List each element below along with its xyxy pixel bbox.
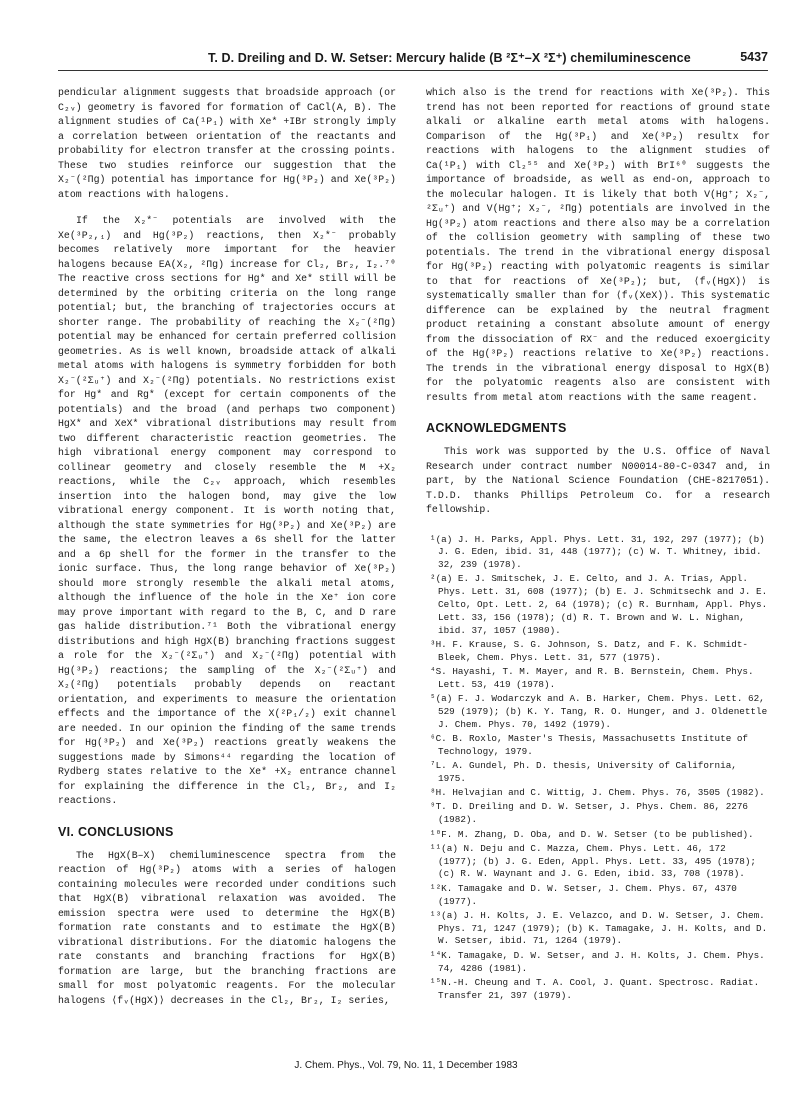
reference-list xyxy=(426,534,770,1003)
reference-item: ⁸H. Helvajian and C. Wittig, J. Chem. Phys. 76, 3505 (1982). xyxy=(430,787,765,799)
body-paragraph: pendicular alignment suggests that broadside approach (or C₂ᵥ) geometry is favored for formation of CaCl(A, B). The alignment studies of Ca(¹P₁) with Xe* +IBr strongly imply a correlation between orientation of the reactants and probability for electron transfer at the crossing points. These two studies reinforce our suggestion that the X₂⁻(²Πg) potential has importance for Hg(³P₂) and Xe(³P₂) atom reactions with halogens. xyxy=(58,87,396,200)
running-header xyxy=(58,50,768,71)
reference-item: ¹¹(a) N. Deju and C. Mazza, Chem. Phys. Lett. 46, 172 (1977); (b) J. G. Eden, Appl. Phys. Lett. 33, 495 (1978); (c) R. W. Waynant and J. G. Eden, ibid. 33, 708 (1978). xyxy=(430,842,757,880)
reference-item: ¹²K. Tamagake and D. W. Setser, J. Chem. Phys. 67, 4370 (1977). xyxy=(430,882,737,907)
conclusions-paragraph: The HgX(B–X) chemiluminescence spectra from the reaction of Hg(³P₂) atoms with a series of halogen containing molecules were recorded under conditions such that HgX(B) vibrational relaxation was avoided. The emission spectra were used to determine the HgX(B) formation rate constants and to estimate the HgX(B) vibrational distributions. For the diatomic halogens the rate constants and branching fractions for HgX(B) formation are large, but the branching fractions are small for most polyatomic reagents. For the molecular halogens ⟨fᵥ(HgX)⟩ decreases in the Cl₂, Br₂, I₂ series, xyxy=(58,849,396,1006)
body-paragraph: If the X₂*⁻ potentials are involved with the Xe(³P₂,₁) and Hg(³P₂) reactions, then X₂*⁻ probably becomes relatively more important for the heavier halogens because EA(X₂, ²Πg) increase for Cl₂, Br₂, I₂.⁷⁰ The reactive cross sections for Hg* and Xe* still will be determined by the orbiting criteria on the long range potential; but, the branching of trajectories occurs at shorter range. The probability of reaching the X₂⁻(²Πg) potential may be enhanced for certain preferred collision geometries. As is well known, broadside attack of alkali metal atoms with halogens is symmetry forbidden for both X₂⁻(²Σᵤ⁺) and X₂⁻(²Πg) potentials. No restrictions exist for Hg* and Rg* (except for certain components of the potentials) and the broad (and perhaps two component) HgX* and XeX* vibrational distributions may result from two different characteristic reaction geometries. The high vibrational energy component may correspond to collinear geometry and closely resemble the M +X₂ reactions, while the C₂ᵥ approach, which resembles insertion into the halogen bond, may give the low vibrational energy component. It is worth noting that, although the state symmetries for Hg(³P₂) and Xe(³P₂) are the same, the electron leaves a 6s shell for the latter and a 6p shell for the former in the transfer to the ionic surface. Thus, the long range behavior of Xe(³P₂) should more strongly resemble the alkali metal atoms, although the influence of the hole in the Xe⁺ ion core may prove important with regard to the B, C, and D rare gas halide distribution.⁷¹ Both the vibrational energy distributions and high HgX(B) branching fractions suggest a role for the X₂⁻(²Σᵤ⁺) and X₂⁻(²Πg) potential with Hg(³P₂) reactions; the sampling of the X₂⁻(²Σᵤ⁺) and X₂(²Πg) potentials probably depends on reactant orientation, and experiments to measure the orientation effects and the importance of the X(²P₁/₂) exit channel are needed. In our opinion the finding of the same trends for Hg(³P₂) and Xe(³P₂) reactions greatly weakens the suggestions made by Simons⁴⁴ regarding the location of Rydberg states relative to the Xe* +X₂ entrance channel for explaining the difference in the Cl₂, Br₂, and I₂ reactions. xyxy=(58,215,396,806)
body-paragraph: which also is the trend for reactions with Xe(³P₂). This trend has not been reported for reactions of ground state alkali or alkaline earth metal atoms with halogens. Comparison of the Hg(³P₁) and Xe(³P₂) resultx for reactions with halogens to the alignment studies of Ca(¹P₁) with Cl₂⁵⁵ and Xe(³P₂) with BrI⁶⁰ suggests the importance of broadside, as well as end-on, approach to the molecular halogen. It is likely that both V(Hg⁺; X₂⁻, ²Σᵤ⁺) and V(Hg⁺; X₂⁻, ²Πg) potentials are involved in the Hg(³P₂) atom reactions and there also may be a correlation of the collision geometry with sampling of these two potentials. The trend in the vibrational energy disposal for Hg(³P₂) reacting with polyatomic reagents is similar to that for reactions of Xe(³P₂); but, ⟨fᵥ(HgX)⟩ is systematically smaller than for ⟨fᵥ(XeX)⟩. This systematic difference can be explained by the neutral fragment product retaining a constant absolute amount of energy from the dissociation of RX⁻ and the reduced exoergicity of the Hg(³P₂) reactions relative to Xe(³P₂) reactions. The trends in the vibrational energy disposal to HgX(B) for the polyatomic reagents also are consistent with results from metal atom reactions with the same reagent. xyxy=(426,87,770,403)
left-column xyxy=(58,86,396,1008)
journal-citation-footer: J. Chem. Phys., Vol. 79, No. 11, 1 December 1983 xyxy=(294,1060,518,1071)
reference-item: ⁵(a) F. J. Wodarczyk and A. B. Harker, Chem. Phys. Lett. 62, 529 (1979); (b) K. Y. Tang, R. O. Hunger, and J. Oldenettle J. Chem. Phys. 70, 1492 (1979). xyxy=(430,693,768,730)
reference-item: ⁹T. D. Dreiling and D. W. Setser, J. Phys. Chem. 86, 2276 (1982). xyxy=(430,801,749,826)
reference-item: ¹⁰F. M. Zhang, D. Oba, and D. W. Setser (to be published). xyxy=(430,828,754,840)
reference-item: ⁴S. Hayashi, T. M. Mayer, and R. B. Bernstein, Chem. Phys. Lett. 53, 419 (1978). xyxy=(430,665,754,690)
reference-item: ¹³(a) J. H. Kolts, J. E. Velazco, and D. W. Setser, J. Chem. Phys. 71, 1247 (1979); (b) K. Tamagake, J. H. Kolts, and D. W. Setser, ibid. 71, 1264 (1979). xyxy=(430,909,768,947)
running-title: T. D. Dreiling and D. W. Setser: Mercury halide (B ²Σ⁺–X ²Σ⁺) chemiluminescence xyxy=(208,51,691,65)
reference-item: ⁶C. B. Roxlo, Master's Thesis, Massachusetts Institute of Technology, 1979. xyxy=(430,732,749,757)
section-heading-conclusions: VI. CONCLUSIONS xyxy=(58,824,174,839)
acknowledgments-paragraph: This work was supported by the U.S. Office of Naval Research under contract number N00014-80-C-0347 and, in part, by the National Science Foundation (CHE-8217051). T.D.D. thanks Phillips Petroleum Co. for a research fellowship. xyxy=(426,446,770,515)
page-number: 5437 xyxy=(740,50,768,64)
reference-item: ¹⁵N.-H. Cheung and T. A. Cool, J. Quant. Spectrosc. Radiat. Transfer 21, 397 (1979). xyxy=(430,976,760,1001)
reference-item: ⁷L. A. Gundel, Ph. D. thesis, University of California, 1975. xyxy=(430,760,737,784)
reference-item: ³H. F. Krause, S. G. Johnson, S. Datz, and F. K. Schmidt-Bleek, Chem. Phys. Lett. 31, 577 (1975). xyxy=(430,638,749,663)
right-column xyxy=(426,86,770,1004)
section-heading-acknowledgments: ACKNOWLEDGMENTS xyxy=(426,421,567,435)
reference-item: ¹(a) J. H. Parks, Appl. Phys. Lett. 31, 192, 297 (1977); (b) J. G. Eden, ibid. 31, 448 (1977); (c) W. T. Whitney, ibid. 32, 239 (1978). xyxy=(430,533,765,571)
reference-item: ¹⁴K. Tamagake, D. W. Setser, and J. H. Kolts, J. Chem. Phys. 74, 4286 (1981). xyxy=(430,949,765,974)
reference-item: ²(a) E. J. Smitschek, J. E. Celto, and J. A. Trias, Appl. Phys. Lett. 31, 608 (1977); (b) E. J. Schmitsechk and J. E. Celto, Opt. Lett. 2, 64 (1978); (c) R. Burnham, Appl. Phys. Lett. 33, 156 (1978); (d) R. T. Brown and W. L. Nighan, ibid. 37, 1057 (1980). xyxy=(430,573,768,636)
